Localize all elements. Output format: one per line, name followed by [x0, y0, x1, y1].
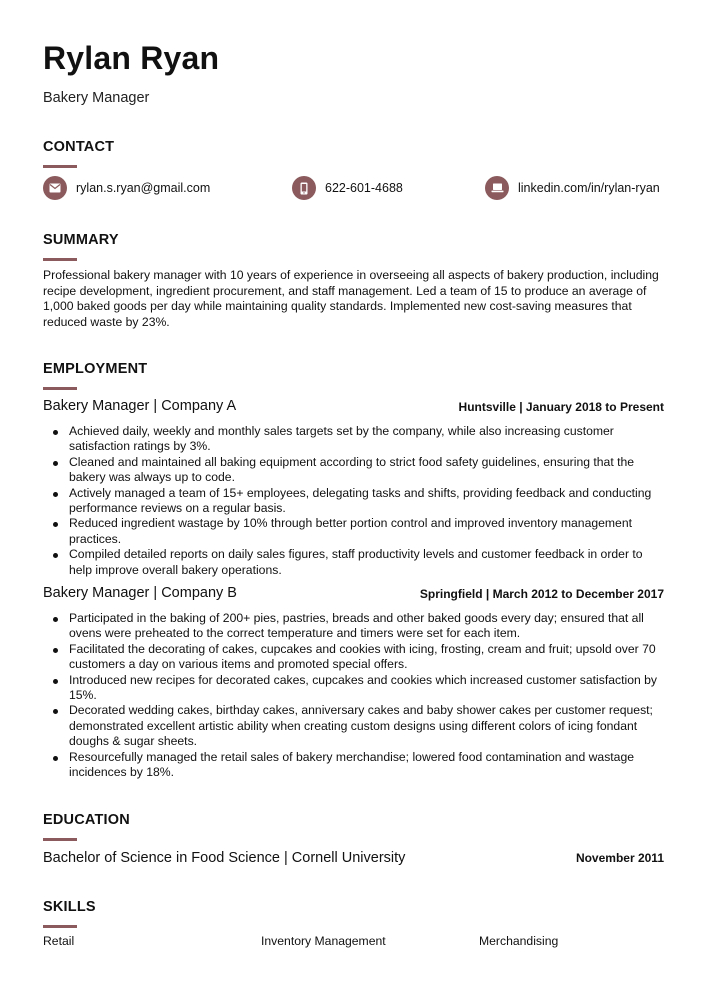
contact-linkedin-text: linkedin.com/in/rylan-ryan: [518, 181, 660, 195]
phone-icon: [292, 176, 316, 200]
employment-underline: [43, 387, 77, 390]
job-title: Bakery Manager | Company A: [43, 398, 237, 414]
candidate-name: Rylan Ryan: [43, 40, 220, 76]
education-underline: [43, 838, 77, 841]
education-heading: EDUCATION: [43, 812, 130, 828]
education-entry: [43, 850, 664, 870]
email-icon: [43, 176, 67, 200]
job-bullets: [43, 611, 664, 780]
bullet-item: Decorated wedding cakes, birthday cakes, anniversary cakes and baby shower cakes per customer request; demonstrated excellent artistic ability when creating custom designs using different colors of icing fondant doughs & sugar sheets.: [43, 703, 664, 749]
bullet-item: Participated in the baking of 200+ pies, pastries, breads and other baked goods every day; ensured that all ovens were preheated to the correct temperature and timers were set for each item.: [43, 611, 664, 642]
summary-heading: SUMMARY: [43, 232, 119, 248]
job-header: [43, 585, 664, 605]
contact-heading: CONTACT: [43, 139, 115, 155]
skills-heading: SKILLS: [43, 899, 96, 915]
skill-item: Retail: [43, 934, 75, 948]
contact-email-text: rylan.s.ryan@gmail.com: [76, 181, 211, 195]
job-location-date: Huntsville | January 2018 to Present: [458, 400, 664, 414]
skills-underline: [43, 925, 77, 928]
bullet-item: Reduced ingredient wastage by 10% through better portion control and improved inventory management practices.: [43, 516, 664, 547]
education-date: November 2011: [575, 851, 664, 865]
job-header: [43, 398, 664, 418]
summary-underline: [43, 258, 77, 261]
bullet-item: Actively managed a team of 15+ employees, delegating tasks and shifts, providing feedback and conducting performance reviews on a regular basis.: [43, 486, 664, 517]
job-location-date: Springfield | March 2012 to December 2017: [419, 587, 664, 601]
summary-text: Professional bakery manager with 10 years of experience in overseeing all aspects of bakery production, including recipe development, ingredient procurement, and staff management. Led a team of 15 to produce an average of 1,000 baked goods per day while maintaining quality standards. Implemented new cost-saving measures that reduced waste by 23%.: [43, 268, 659, 329]
contact-underline: [43, 165, 77, 168]
laptop-icon: [485, 176, 509, 200]
bullet-item: Resourcefully managed the retail sales of bakery merchandise; lowered food contamination and wastage incidences by 18%.: [43, 750, 664, 781]
contact-email[interactable]: [43, 176, 210, 200]
candidate-role: Bakery Manager: [43, 90, 150, 106]
bullet-item: Compiled detailed reports on daily sales figures, staff productivity levels and customer feedback in order to help improve overall bakery operations.: [43, 547, 664, 578]
job-title: Bakery Manager | Company B: [43, 585, 237, 601]
bullet-item: Cleaned and maintained all baking equipment according to strict food safety guidelines, ensuring that the bakery was always up to code.: [43, 455, 664, 486]
contact-phone[interactable]: [292, 176, 403, 200]
contact-phone-text: 622-601-4688: [325, 181, 403, 195]
bullet-item: Achieved daily, weekly and monthly sales targets set by the company, while also increasing customer satisfaction ratings by 3%.: [43, 424, 664, 455]
contact-linkedin[interactable]: [485, 176, 660, 200]
skill-item: Inventory Management: [261, 934, 386, 948]
job-bullets: [43, 424, 664, 578]
skill-item: Merchandising: [479, 934, 559, 948]
bullet-item: Facilitated the decorating of cakes, cupcakes and cookies with icing, frosting, cream and fruit; upsold over 70 customers a day on various items and promoted special offers.: [43, 642, 664, 673]
bullet-item: Introduced new recipes for decorated cakes, cupcakes and cookies which increased customer satisfaction by 15%.: [43, 673, 664, 704]
employment-heading: EMPLOYMENT: [43, 361, 148, 377]
education-degree: Bachelor of Science in Food Science | Cornell University: [43, 850, 406, 866]
